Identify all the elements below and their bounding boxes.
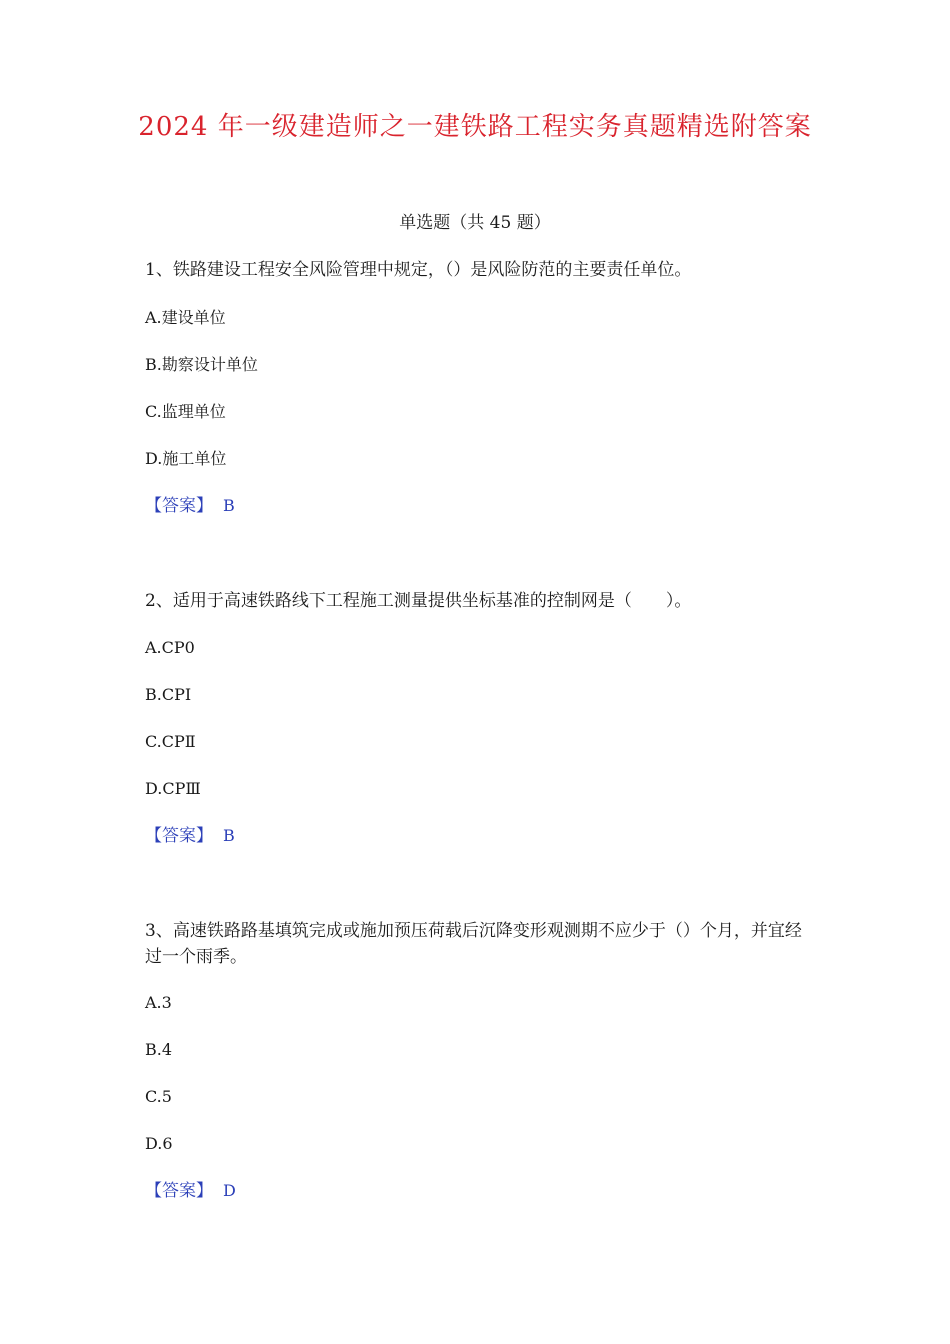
answer-label: 【答案】 bbox=[145, 496, 213, 516]
option-d: D.施工单位 bbox=[145, 449, 227, 468]
answer bbox=[145, 495, 235, 517]
option-b: B.CPⅠ bbox=[145, 685, 192, 704]
answer-label: 【答案】 bbox=[145, 826, 213, 846]
option-d: D.CPⅢ bbox=[145, 779, 201, 798]
question-2 bbox=[145, 588, 805, 614]
answer-value: B bbox=[223, 826, 235, 845]
answer bbox=[145, 1180, 236, 1202]
answer-label: 【答案】 bbox=[145, 1181, 213, 1201]
question-stem: 2、适用于高速铁路线下工程施工测量提供坐标基准的控制网是（ ）。 bbox=[145, 591, 692, 611]
answer-value: D bbox=[223, 1181, 236, 1200]
option-a: A.3 bbox=[145, 993, 172, 1012]
option-a: A.建设单位 bbox=[145, 308, 226, 327]
option-c: C.CPⅡ bbox=[145, 732, 196, 751]
option-c: C.5 bbox=[145, 1087, 172, 1106]
answer-value: B bbox=[223, 496, 235, 515]
question-stem: 3、高速铁路路基填筑完成或施加预压荷载后沉降变形观测期不应少于（）个月，并宜经过一个雨季。 bbox=[145, 921, 802, 967]
question-1 bbox=[145, 257, 805, 283]
option-d: D.6 bbox=[145, 1134, 173, 1153]
option-c: C.监理单位 bbox=[145, 402, 226, 421]
option-a: A.CP0 bbox=[145, 638, 195, 657]
page-title: 2024 年一级建造师之一建铁路工程实务真题精选附答案 bbox=[138, 112, 812, 142]
option-b: B.4 bbox=[145, 1040, 173, 1059]
question-stem: 1、铁路建设工程安全风险管理中规定，（）是风险防范的主要责任单位。 bbox=[145, 260, 692, 280]
option-b: B.勘察设计单位 bbox=[145, 355, 258, 374]
section-title: 单选题（共 45 题） bbox=[399, 213, 551, 233]
answer bbox=[145, 825, 235, 847]
question-3 bbox=[145, 918, 805, 970]
